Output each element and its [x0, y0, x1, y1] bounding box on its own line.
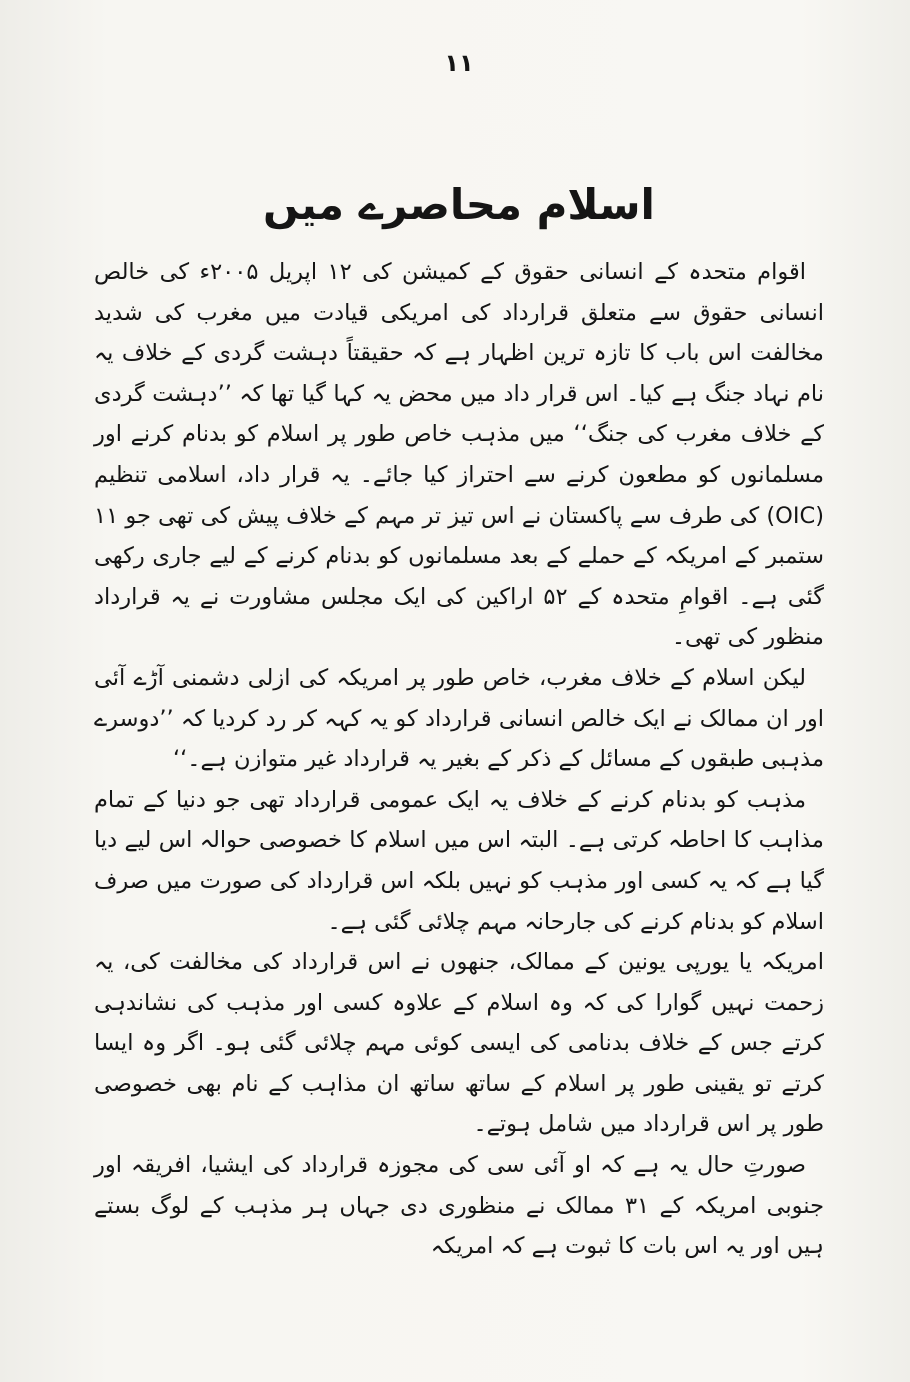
page-number: ۱۱ [444, 49, 474, 77]
paragraph-5: صورتِ حال یہ ہے کہ او آئی سی کی مجوزہ قرارداد کی ایشیا، افریقہ اور جنوبی امریکہ کے ۳۱ ممالک نے منظوری دی جہاں ہر مذہب کے لوگ بستے ہیں اور یہ اس بات کا ثبوت ہے کہ امریکہ [94, 1152, 825, 1260]
body-text [94, 252, 824, 1267]
paragraph-1: اقوام متحدہ کے انسانی حقوق کے کمیشن کی ۱۲ اپریل ۲۰۰۵ء کی خالص انسانی حقوق سے متعلق قرارداد کی امریکی قیادت میں مغرب کی شدید مخالفت اس باب کا تازہ ترین اظہار ہے کہ حقیقتاً دہشت گردی کے خلاف یہ نام نہاد جنگ ہے کیا۔ اس قرار داد میں محض یہ کہا گیا تھا کہ ’’دہشت گردی کے خلاف مغرب کی جنگ‘‘ میں مذہب خاص طور پر اسلام کو بدنام کرنے اور مسلمانوں کو مطعون کرنے سے احتراز کیا جائے۔ یہ قرار داد، اسلامی تنظیم (OIC) کی طرف سے پاکستان نے اس تیز تر مہم کے خلاف پیش کی تھی جو ۱۱ ستمبر کے امریکہ کے حملے کے بعد مسلمانوں کو بدنام کرنے کے لیے جاری رکھی گئی ہے۔ اقوامِ متحدہ کے ۵۲ اراکین کی ایک مجلس مشاورت نے یہ قرارداد منظور کی تھی۔ [94, 259, 824, 651]
chapter-title: اسلام محاصرے میں [263, 180, 655, 229]
paragraph-2: لیکن اسلام کے خلاف مغرب، خاص طور پر امریکہ کی ازلی دشمنی آڑے آئی اور ان ممالک نے ایک خالص انسانی قرارداد کو یہ کہہ کر رد کردیا کہ ’’دوسرے مذہبی طبقوں کے مسائل کے ذکر کے بغیر یہ قرارداد غیر متوازن ہے۔‘‘ [94, 664, 824, 773]
paragraph-4: امریکہ یا یورپی یونین کے ممالک، جنھوں نے اس قرارداد کی مخالفت کی، یہ زحمت نہیں گوارا کی کہ وہ اسلام کے علاوہ کسی اور مذہب کی نشاندہی کرتے جس کے خلاف بدنامی کی ایسی کوئی مہم چلائی گئی ہو۔ اگر وہ ایسا کرتے تو یقینی طور پر اسلام کے ساتھ ساتھ ان مذاہب کے نام بھی خصوصی طور پر اس قرارداد میں شامل ہوتے۔ [94, 949, 824, 1138]
paragraph-3: مذہب کو بدنام کرنے کے خلاف یہ ایک عمومی قرارداد تھی جو دنیا کے تمام مذاہب کا احاطہ کرتی ہے۔ البتہ اس میں اسلام کا خصوصی حوالہ اس لیے دیا گیا ہے کہ یہ کسی اور مذہب کو نہیں بلکہ اس قرارداد کی صورت میں صرف اسلام کو بدنام کرنے کی جارحانہ مہم چلائی گئی ہے۔ [94, 786, 824, 935]
